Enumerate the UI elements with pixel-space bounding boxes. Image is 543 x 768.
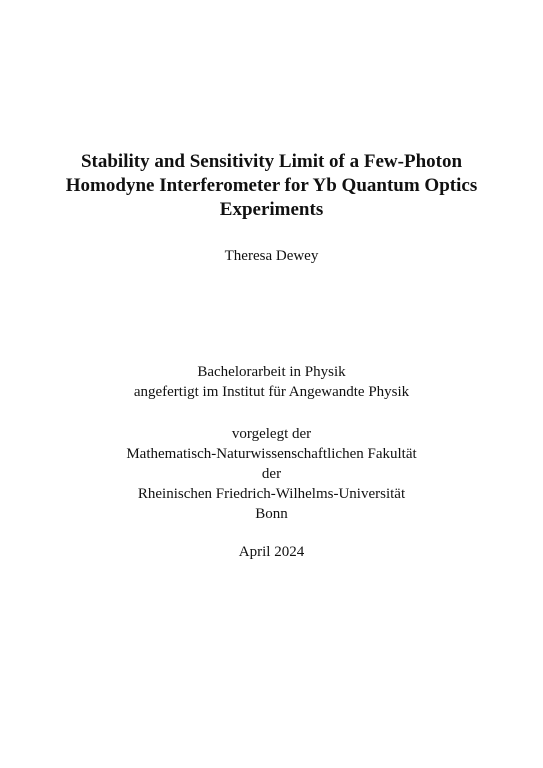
faculty-name: Mathematisch-Naturwissenschaftlichen Fakultät <box>126 446 417 462</box>
city-name: Bonn <box>255 506 288 522</box>
submission-date: April 2024 <box>238 544 305 560</box>
presented-to: vorgelegt der <box>231 426 312 442</box>
thesis-title <box>40 150 503 222</box>
thesis-type: Bachelorarbeit in Physik <box>197 364 346 380</box>
title-line-3: Experiments <box>219 199 324 220</box>
faculty-of: der <box>261 466 282 482</box>
author-name: Theresa Dewey <box>224 248 319 264</box>
title-line-2: Homodyne Interferometer for Yb Quantum Optics <box>65 175 478 196</box>
title-line-1: Stability and Sensitivity Limit of a Few-Photon <box>80 151 463 172</box>
thesis-institute: angefertigt im Institut für Angewandte Physik <box>133 384 410 400</box>
university-name: Rheinischen Friedrich-Wilhelms-Universität <box>137 486 406 502</box>
